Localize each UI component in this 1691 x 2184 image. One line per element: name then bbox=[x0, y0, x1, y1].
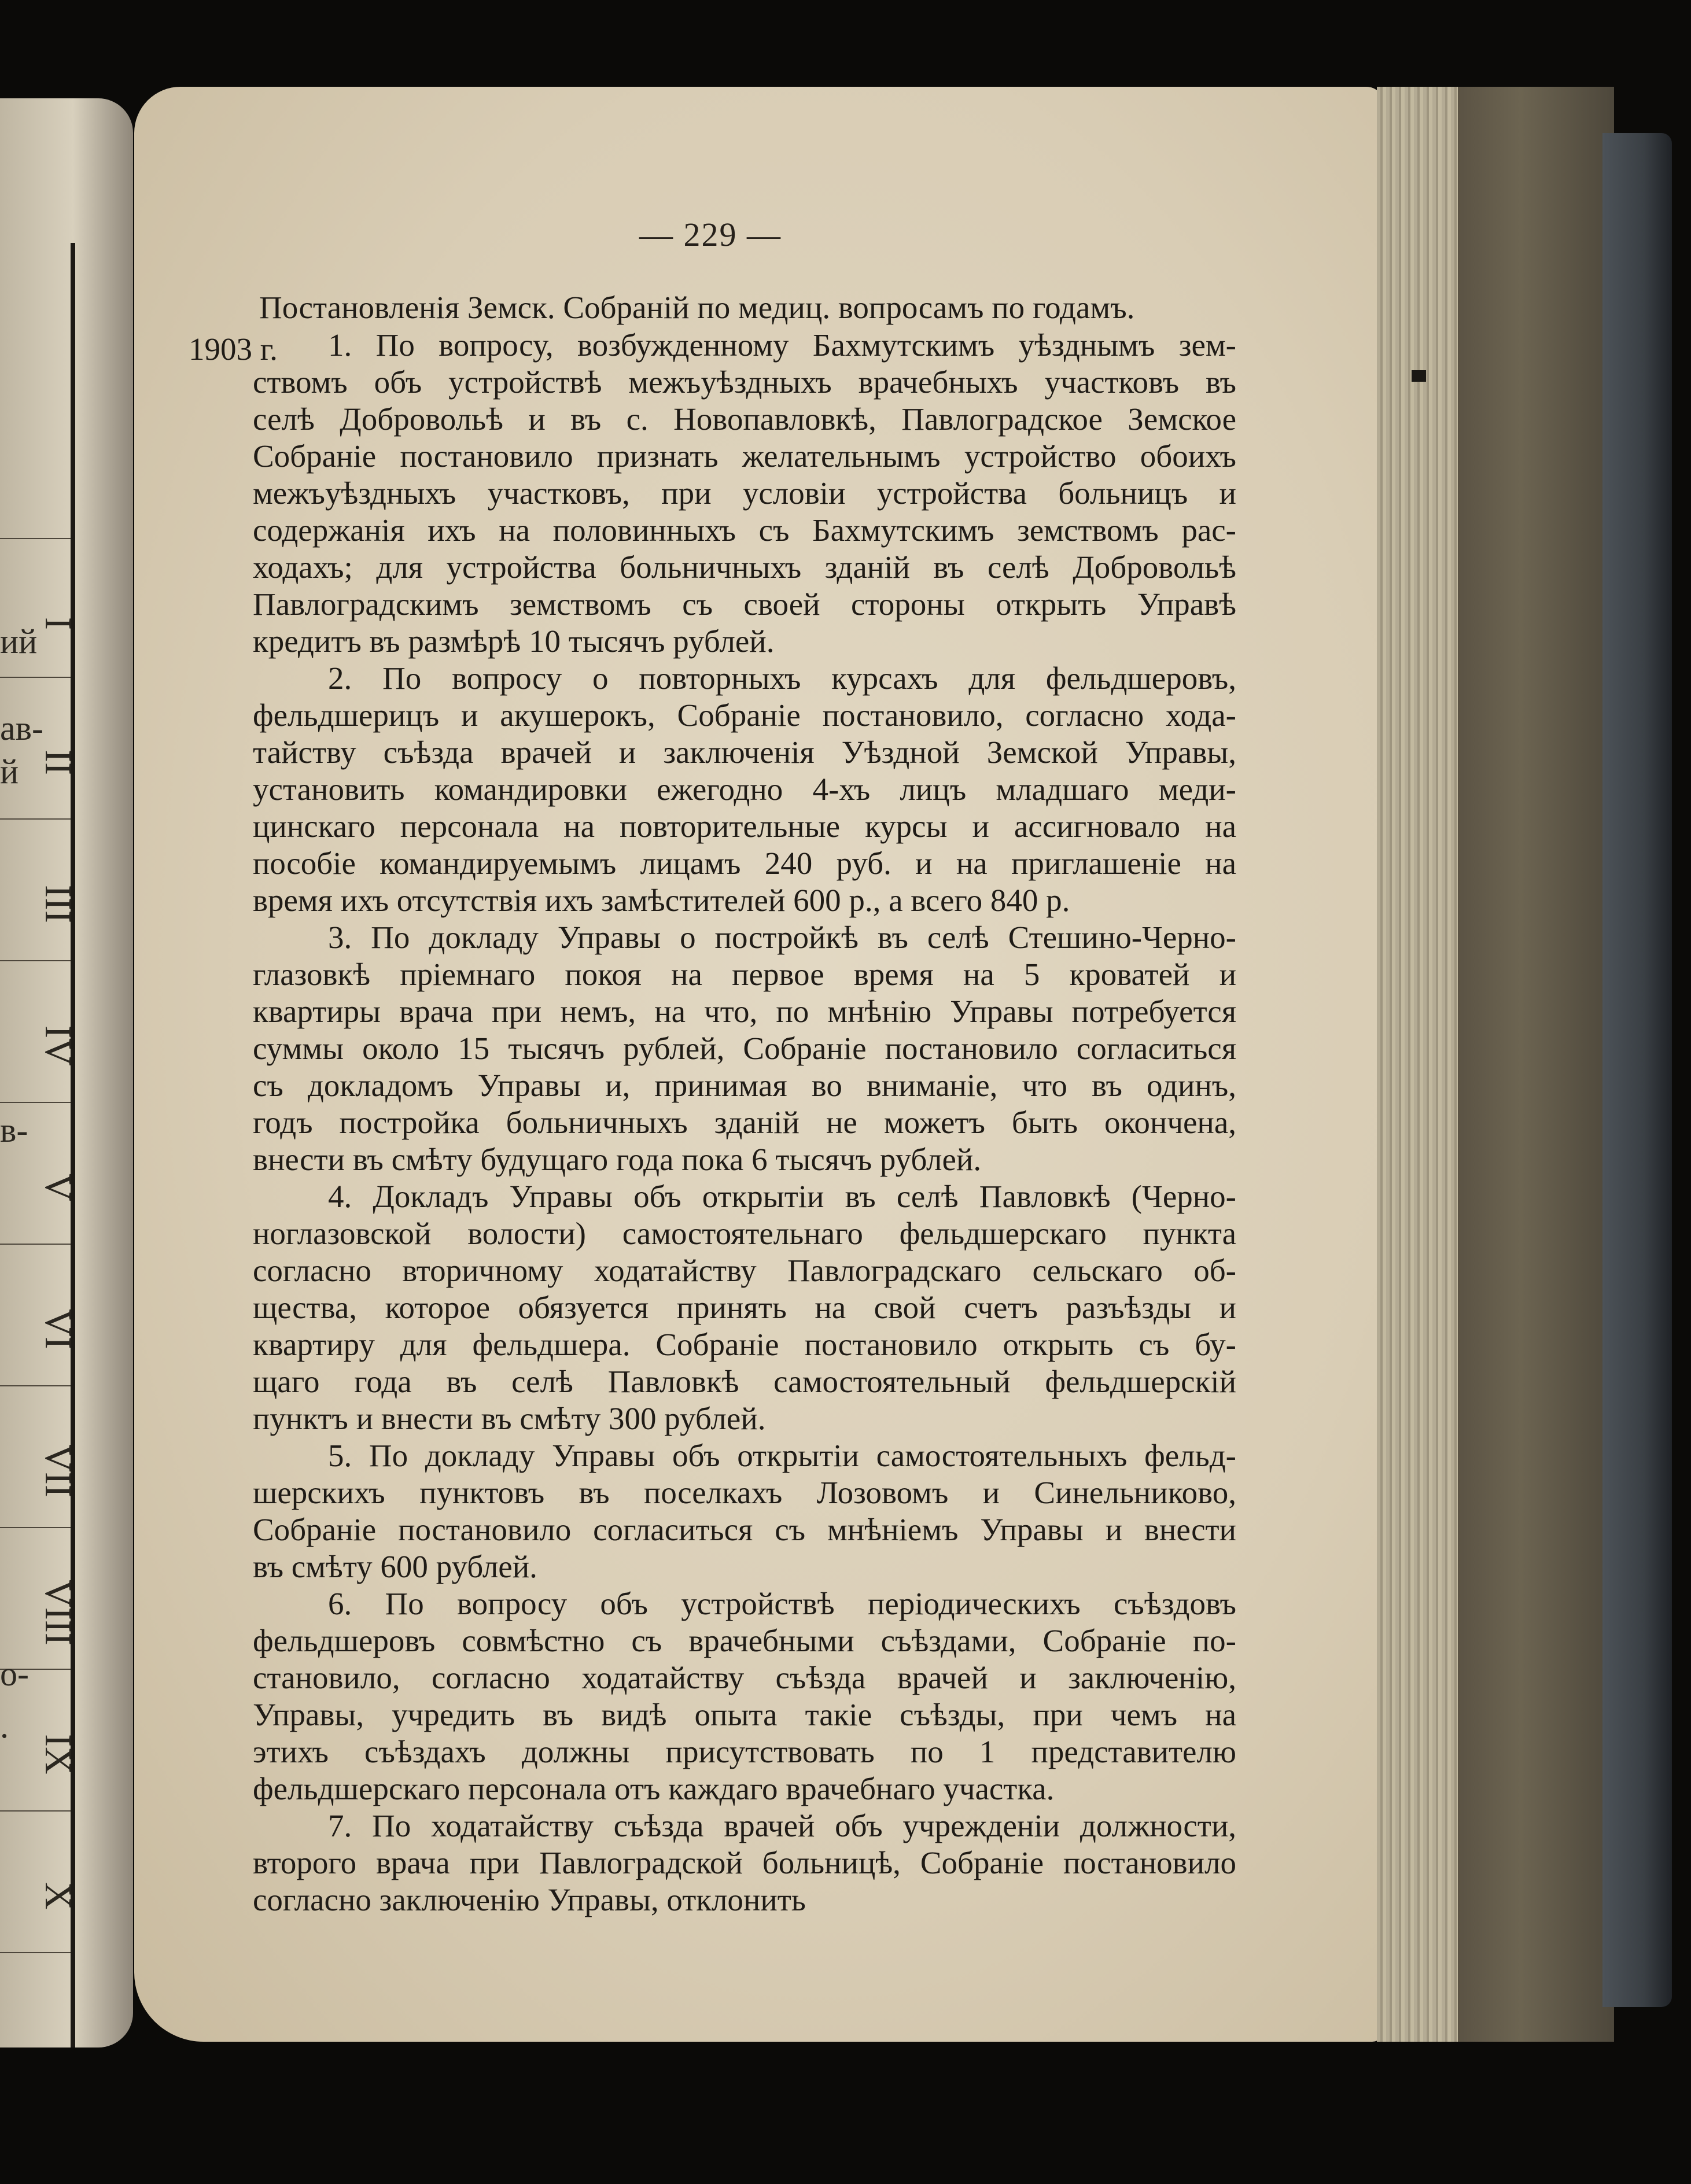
text-line: внести въ смѣту будущаго года пока 6 тысячъ рублей. bbox=[253, 1142, 982, 1177]
text-line: цинскаго персонала на повторительные курсы и ассигновало на bbox=[253, 809, 1236, 844]
text-line: въ смѣту 600 рублей. bbox=[253, 1549, 537, 1584]
text-line: Собраніе постановило признать желательнымъ устройство обоихъ bbox=[253, 438, 1236, 474]
left-text-fragment: ав- bbox=[0, 709, 43, 747]
text-line: фельдшерскаго персонала отъ каждаго врачебнаго участка. bbox=[253, 1771, 1055, 1806]
text-line: шерскихъ пунктовъ въ поселкахъ Лозовомъ и Синельниково, bbox=[253, 1475, 1236, 1510]
index-tab-label[interactable]: V bbox=[37, 1174, 79, 1201]
text-block-edge bbox=[1458, 87, 1614, 2042]
index-tab-divider bbox=[0, 1527, 71, 1528]
text-line: содержанія ихъ на половинныхъ съ Бахмутскимъ земствомъ рас- bbox=[253, 512, 1236, 548]
index-tab-divider bbox=[0, 818, 71, 820]
text-line: селѣ Добровольѣ и въ с. Новопавловкѣ, Павлоградское Земское bbox=[253, 401, 1236, 437]
index-tab-label[interactable]: III bbox=[37, 885, 79, 923]
book-cover bbox=[1602, 133, 1672, 2007]
text-line: фельдшеровъ совмѣстно съ врачебными съѣздами, Собраніе по- bbox=[253, 1623, 1236, 1658]
text-line: Павлоградскимъ земствомъ съ своей стороны открыть Управѣ bbox=[253, 586, 1236, 622]
left-page-edge bbox=[0, 98, 133, 2048]
text-line: согласно заключенію Управы, отклонить bbox=[253, 1882, 806, 1917]
text-line: 3. По докладу Управы о постройкѣ въ селѣ Стешино-Черно- bbox=[328, 920, 1236, 955]
year-margin-note: 1903 г. bbox=[189, 331, 278, 367]
index-tab-divider bbox=[0, 1952, 71, 1953]
text-line: становило, согласно ходатайству съѣзда врачей и заключенію, bbox=[253, 1660, 1236, 1695]
index-tab-label[interactable]: II bbox=[37, 750, 79, 775]
page-number: — 229 — bbox=[639, 216, 782, 253]
text-line: пунктъ и внести въ смѣту 300 рублей. bbox=[253, 1401, 766, 1436]
text-line: ствомъ объ устройствѣ межъуѣздныхъ врачебныхъ участковъ въ bbox=[253, 364, 1236, 400]
text-line: Управы, учредить въ видѣ опыта такіе съѣзды, при чемъ на bbox=[253, 1697, 1236, 1732]
text-line: пособіе командируемымъ лицамъ 240 руб. и на приглашеніе на bbox=[253, 846, 1236, 881]
text-line: 5. По докладу Управы объ открытіи самостоятельныхъ фельд- bbox=[328, 1438, 1236, 1473]
text-line: суммы около 15 тысячъ рублей, Собраніе постановило согласиться bbox=[253, 1031, 1236, 1066]
left-text-fragment: в- bbox=[0, 1111, 28, 1149]
index-tab-label[interactable]: VIII bbox=[37, 1580, 79, 1646]
page-marker bbox=[1412, 370, 1426, 382]
text-line: щаго года въ селѣ Павловкѣ самостоятельный фельдшерскій bbox=[253, 1364, 1236, 1399]
text-line: второго врача при Павлоградской больницѣ, Собраніе постановило bbox=[253, 1845, 1236, 1880]
text-line: съ докладомъ Управы и, принимая во вниманіе, что въ одинъ, bbox=[253, 1068, 1236, 1103]
text-line: годъ постройка больничныхъ зданій не можетъ быть окончена, bbox=[253, 1105, 1236, 1140]
text-line: ноглазовской волости) самостоятельнаго фельдшерскаго пункта bbox=[253, 1216, 1236, 1251]
text-line: 6. По вопросу объ устройствѣ періодическихъ съѣздовъ bbox=[328, 1586, 1236, 1621]
text-line: ходахъ; для устройства больничныхъ зданій въ селѣ Добровольѣ bbox=[253, 549, 1236, 585]
text-line: квартиры врача при немъ, на что, по мнѣнію Управы потребуется bbox=[253, 994, 1236, 1029]
index-tab-divider bbox=[0, 1385, 71, 1386]
text-line: тайству съѣзда врачей и заключенія Уѣздной Земской Управы, bbox=[253, 735, 1236, 770]
text-line: установить командировки ежегодно 4-хъ лицъ младшаго меди- bbox=[253, 772, 1236, 807]
left-text-fragment: й bbox=[0, 752, 19, 791]
text-line: этихъ съѣздахъ должны присутствовать по 1 представителю bbox=[253, 1734, 1236, 1769]
left-text-fragment: о- bbox=[0, 1655, 29, 1693]
text-line: щества, которое обязуется принять на свой счетъ разъѣзды и bbox=[253, 1290, 1236, 1325]
text-line: 4. Докладъ Управы объ открытіи въ селѣ Павловкѣ (Черно- bbox=[328, 1179, 1236, 1214]
index-tab-label[interactable]: VI bbox=[37, 1309, 79, 1349]
left-text-fragment: ий bbox=[0, 622, 38, 661]
text-line: Собраніе постановило согласиться съ мнѣніемъ Управы и внести bbox=[253, 1512, 1236, 1547]
index-tab-divider bbox=[0, 1102, 71, 1103]
index-tab-divider bbox=[0, 677, 71, 678]
text-line: согласно вторичному ходатайству Павлоградскаго сельскаго об- bbox=[253, 1253, 1236, 1288]
index-tab-label[interactable]: IX bbox=[37, 1734, 79, 1774]
text-line: глазовкѣ пріемнаго покоя на первое время на 5 кроватей и bbox=[253, 957, 1236, 992]
text-line: кредитъ въ размѣрѣ 10 тысячъ рублей. bbox=[253, 624, 775, 659]
index-tab-label[interactable]: I bbox=[37, 617, 79, 630]
section-heading: Постановленія Земск. Собраній по медиц. вопросамъ по годамъ. bbox=[259, 290, 1135, 325]
left-text-fragment: . bbox=[0, 1707, 9, 1745]
index-tab-label[interactable]: X bbox=[37, 1882, 79, 1910]
index-tab-label[interactable]: IV bbox=[37, 1025, 79, 1066]
index-tab-divider bbox=[0, 538, 71, 539]
text-line: 1. По вопросу, возбужденному Бахмутскимъ уѣзднымъ зем- bbox=[328, 327, 1236, 363]
index-tab-divider bbox=[0, 960, 71, 961]
index-tab-divider bbox=[0, 1244, 71, 1245]
text-line: 7. По ходатайству съѣзда врачей объ учрежденіи должности, bbox=[328, 1808, 1236, 1843]
text-line: квартиру для фельдшера. Собраніе постановило открыть съ бу- bbox=[253, 1327, 1236, 1362]
text-line: 2. По вопросу о повторныхъ курсахъ для фельдшеровъ, bbox=[328, 661, 1236, 696]
text-line: межъуѣздныхъ участковъ, при условіи устройства больницъ и bbox=[253, 475, 1236, 511]
index-tab-label[interactable]: VII bbox=[37, 1444, 79, 1497]
text-line: фельдшерицъ и акушерокъ, Собраніе постановило, согласно хода- bbox=[253, 698, 1236, 733]
index-tab-divider bbox=[0, 1810, 71, 1812]
text-line: время ихъ отсутствія ихъ замѣстителей 600 р., а всего 840 р. bbox=[253, 883, 1070, 918]
